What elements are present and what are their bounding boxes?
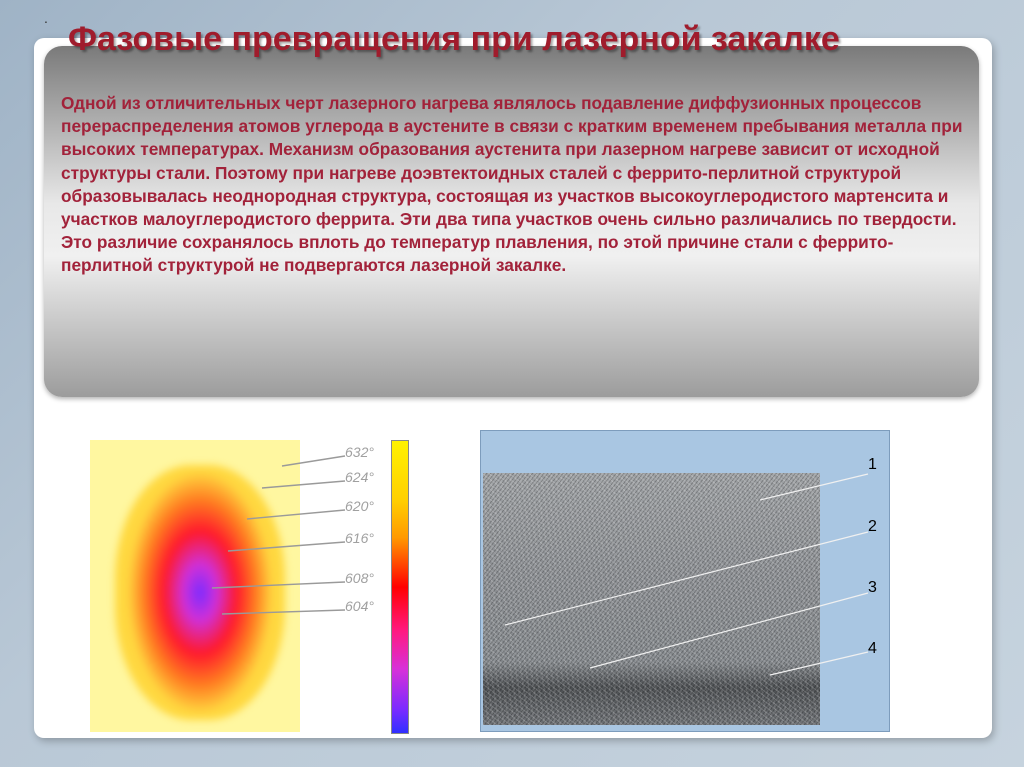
temp-label: 624° xyxy=(345,469,374,485)
microstructure-image xyxy=(483,473,820,725)
slide-title: Фазовые превращения при лазерной закалке xyxy=(68,20,840,58)
temp-label: 616° xyxy=(345,530,374,546)
thermal-map-image xyxy=(90,440,300,732)
thermal-hot-zone xyxy=(115,465,285,720)
slide-marker: . xyxy=(44,10,48,26)
layer-label: 1 xyxy=(868,456,877,473)
temp-label: 620° xyxy=(345,498,374,514)
temp-label: 608° xyxy=(345,570,374,586)
temp-label: 604° xyxy=(345,598,374,614)
layer-label: 3 xyxy=(868,579,877,596)
temp-label: 632° xyxy=(345,444,374,460)
layer-label: 2 xyxy=(868,518,877,535)
layer-label: 4 xyxy=(868,640,877,657)
temperature-color-scale xyxy=(391,440,409,734)
slide-body-text: Одной из отличительных черт лазерного нагрева являлось подавление диффузионных процессов перераспределения атомов углерода в аустените в связи с кратким временем пребывания металла при высоких температурах. Механизм образования аустенита при лазерном нагреве зависит от исходной структуры стали. Поэтому при нагреве доэвтектоидных сталей с феррито-перлитной структурой образовывалась неоднородная структура, состоящая из участков высокоуглеродистого мартенсита и участков малоуглеродистого феррита. Эти два типа участков очень сильно различались по твердости. Это различие сохранялось вплоть до температур плавления, по этой причине стали с феррито-перлитной структурой не подвергаются лазерной закалке. xyxy=(61,93,963,276)
